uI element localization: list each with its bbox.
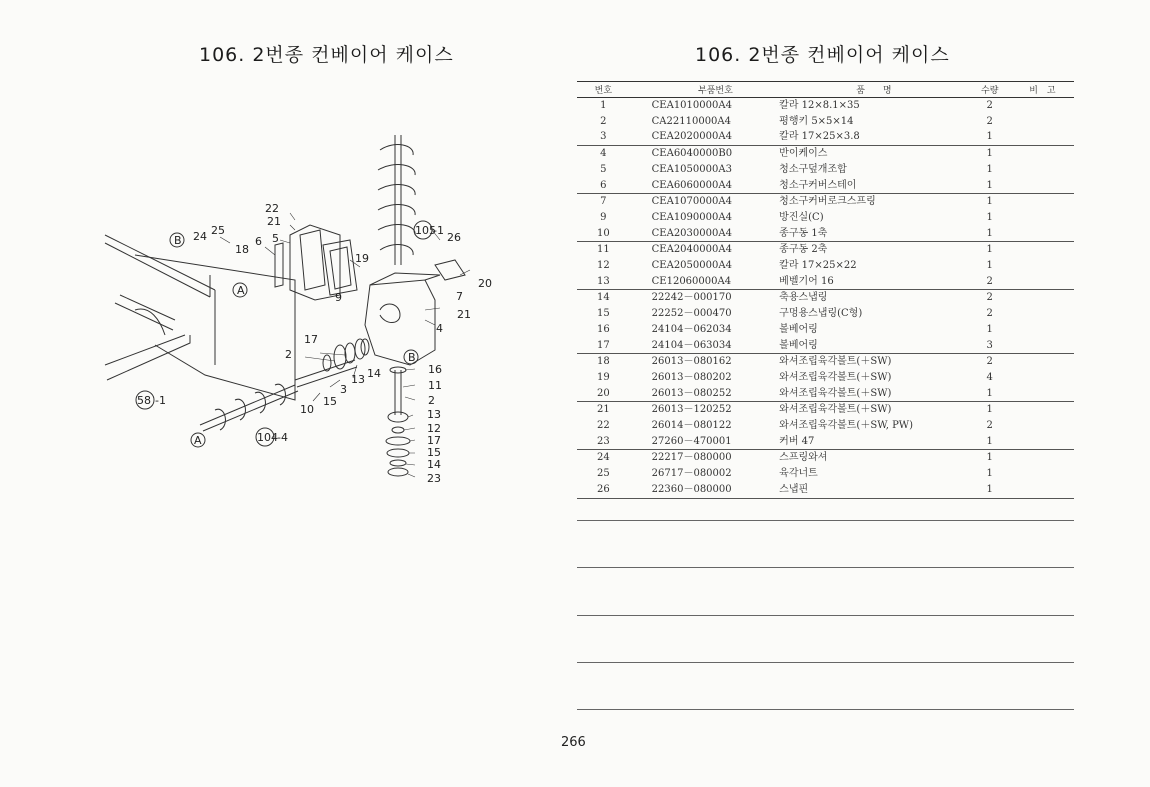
callout-14: 14 <box>367 367 381 380</box>
callout-20: 20 <box>478 277 492 290</box>
cell-quantity: 1 <box>986 179 993 191</box>
cell-no: 21 <box>577 402 630 418</box>
cell-remarks <box>1011 194 1074 210</box>
table-row <box>577 386 1074 402</box>
cover-23 <box>388 468 408 476</box>
cell-part-name: 칼라 12×8.1×35 <box>779 100 860 111</box>
page-title-right: 106. 2번종 컨베이어 케이스 <box>695 44 950 66</box>
table-row <box>577 114 1074 130</box>
shaft-11 <box>395 370 401 415</box>
cell-quantity: 2 <box>986 100 993 111</box>
cell-no: 5 <box>600 163 607 175</box>
cell-remarks <box>1011 338 1074 354</box>
cell-part-name: 반이케이스 <box>779 146 969 162</box>
cell-no: 18 <box>577 354 630 370</box>
header-part-name: 품 명 <box>779 82 969 98</box>
cell-remarks <box>1011 466 1074 482</box>
cell-part-number: 22217－080000 <box>630 450 780 466</box>
cell-part-number: 26717－080002 <box>651 468 732 480</box>
callout-13b: 13 <box>427 408 441 421</box>
table-row <box>577 450 1074 466</box>
cell-part-name: 칼라 17×25×22 <box>779 260 857 272</box>
cell-no: 25 <box>596 468 610 480</box>
cell-part-name: 와셔조립육각볼트(＋SW) <box>779 354 969 370</box>
cell-no: 2 <box>600 115 607 127</box>
cell-quantity: 1 <box>986 131 993 143</box>
callout-ref-b-lower: B <box>408 351 416 364</box>
cell-quantity: 1 <box>986 323 993 335</box>
table-row <box>577 98 1074 114</box>
spring-7 <box>435 260 465 280</box>
cell-no: 6 <box>600 179 607 191</box>
cell-no: 7 <box>577 194 630 210</box>
callout-105: 105 <box>415 224 436 237</box>
cell-part-name: 방진실(C) <box>779 211 824 223</box>
callout-17b: 17 <box>427 434 441 447</box>
cell-no: 23 <box>596 435 610 447</box>
snapring-14b <box>390 460 406 466</box>
parts-table <box>577 81 1074 499</box>
cell-remarks <box>1011 354 1074 370</box>
cell-part-number: CEA1070000A4 <box>630 194 780 210</box>
callout-10: 10 <box>300 403 314 416</box>
cell-part-name: 스프링와셔 <box>779 450 969 466</box>
callout-16: 16 <box>428 363 442 376</box>
cell-part-number: 22242－000170 <box>630 290 780 306</box>
table-row <box>577 290 1074 306</box>
cell-no: 12 <box>596 260 610 272</box>
callout-ref-a-lower: A <box>194 434 202 447</box>
blank-line <box>577 615 1074 616</box>
table-row <box>577 370 1074 386</box>
table-row <box>577 338 1074 354</box>
callout-105-suffix: -1 <box>433 224 444 237</box>
callout-17: 17 <box>304 333 318 346</box>
callout-12: 12 <box>427 422 441 435</box>
cell-quantity: 3 <box>986 339 993 351</box>
callout-58-suffix: -1 <box>155 394 166 407</box>
callout-13: 13 <box>351 373 365 386</box>
cell-no: 15 <box>596 308 610 320</box>
cell-quantity: 1 <box>969 242 1011 258</box>
cell-part-number: CEA2020000A4 <box>651 131 732 143</box>
cell-remarks <box>1011 178 1074 194</box>
cell-quantity: 2 <box>986 115 993 127</box>
cell-quantity: 4 <box>986 371 993 383</box>
table-row <box>577 274 1074 290</box>
header-no: 번호 <box>577 82 630 98</box>
cell-part-number: CA22110000A4 <box>651 115 731 127</box>
vertical-shaft <box>395 135 401 265</box>
cell-part-name: 와셔조립육각볼트(＋SW, PW) <box>779 420 913 432</box>
exploded-parts-diagram <box>95 125 525 505</box>
blank-line <box>577 567 1074 568</box>
page-number: 266 <box>561 735 586 750</box>
cell-quantity: 1 <box>969 482 1011 498</box>
table-row <box>577 162 1074 178</box>
cell-no: 26 <box>577 482 630 498</box>
cell-part-name: 종구동 1축 <box>779 227 828 239</box>
cell-part-name: 청소구커버로크스프링 <box>779 194 969 210</box>
callout-22: 22 <box>265 202 279 215</box>
stay-6 <box>275 243 283 287</box>
cell-quantity: 1 <box>986 387 993 399</box>
cell-no: 14 <box>577 290 630 306</box>
cell-remarks <box>1011 322 1074 338</box>
table-row <box>577 210 1074 226</box>
cell-part-number: 27260－470001 <box>651 435 732 447</box>
cell-quantity: 1 <box>969 146 1011 162</box>
callout-11: 11 <box>428 379 442 392</box>
cell-no: 24 <box>577 450 630 466</box>
cell-quantity: 1 <box>969 194 1011 210</box>
table-header-row <box>577 82 1074 98</box>
cell-no: 16 <box>596 323 610 335</box>
drive-shaft-10 <box>295 360 357 387</box>
callout-15b: 15 <box>427 446 441 459</box>
callout-ref-a-upper: A <box>237 284 245 297</box>
blank-line <box>577 662 1074 663</box>
header-quantity: 수량 <box>969 82 1011 98</box>
callout-14b: 14 <box>427 458 441 471</box>
table-row <box>577 226 1074 242</box>
cell-quantity: 2 <box>969 354 1011 370</box>
cell-no: 19 <box>596 371 610 383</box>
callout-15: 15 <box>323 395 337 408</box>
callout-58: 58 <box>137 394 151 407</box>
lower-screw-flights <box>215 384 285 430</box>
cell-quantity: 1 <box>986 227 993 239</box>
cell-no: 11 <box>577 242 630 258</box>
cell-quantity: 1 <box>986 468 993 480</box>
cell-part-number: 26014－080122 <box>651 420 732 432</box>
snapring-15a <box>323 355 331 371</box>
table-row <box>577 418 1074 434</box>
bearing-17c <box>386 437 410 445</box>
callout-ref-b-upper: B <box>174 234 182 247</box>
callout-19: 19 <box>355 252 369 265</box>
table-row <box>577 129 1074 145</box>
callout-6: 6 <box>255 235 262 248</box>
cleanout-cover-plate <box>300 230 325 290</box>
cell-quantity: 1 <box>969 450 1011 466</box>
cell-quantity: 2 <box>986 308 993 320</box>
table-row <box>577 146 1074 162</box>
table-row <box>577 434 1074 450</box>
cell-part-name: 볼베어링 <box>779 339 818 351</box>
header-remarks: 비 고 <box>1011 82 1074 98</box>
cell-quantity: 1 <box>986 163 993 175</box>
cell-quantity: 2 <box>969 290 1011 306</box>
bearing-17b <box>355 339 365 359</box>
cell-remarks <box>1011 370 1074 386</box>
callout-4: 4 <box>436 322 443 335</box>
table-row <box>577 306 1074 322</box>
cell-part-name: 베벨기어 16 <box>779 275 834 287</box>
lower-screw-shaft <box>200 385 298 431</box>
cell-remarks <box>1011 146 1074 162</box>
table-row <box>577 178 1074 194</box>
cell-no: 10 <box>596 227 610 239</box>
cell-no: 13 <box>596 275 610 287</box>
cell-remarks <box>1011 258 1074 274</box>
cell-part-name: 평행키 5×5×14 <box>779 115 854 127</box>
cover-5 <box>290 225 340 300</box>
cell-part-name: 스냅핀 <box>779 482 969 498</box>
callout-104-suffix: -4 <box>277 431 288 444</box>
page-title-left: 106. 2번종 컨베이어 케이스 <box>199 44 454 66</box>
cell-quantity: 1 <box>986 435 993 447</box>
cell-part-name: 종구동 2축 <box>779 242 969 258</box>
gear-case-bore <box>380 304 400 323</box>
gear-case <box>365 280 435 365</box>
cell-remarks <box>1011 210 1074 226</box>
cell-remarks <box>1011 162 1074 178</box>
cell-part-number: CEA2030000A4 <box>651 227 732 239</box>
cell-quantity: 1 <box>986 260 993 272</box>
cell-part-number: CEA6040000B0 <box>630 146 780 162</box>
table-row <box>577 466 1074 482</box>
callout-18: 18 <box>235 243 249 256</box>
table-row <box>577 322 1074 338</box>
table-row <box>577 402 1074 418</box>
cell-part-number: 26013－080202 <box>651 371 732 383</box>
cell-remarks <box>1011 402 1074 418</box>
cell-part-number: CEA1090000A4 <box>651 211 732 223</box>
cell-part-number: 24104－063034 <box>651 339 732 351</box>
cell-part-name: 볼베어링 <box>779 323 818 335</box>
header-part-number: 부품번호 <box>630 82 780 98</box>
callout-3: 3 <box>340 383 347 396</box>
blank-line <box>577 520 1074 521</box>
cell-no: 20 <box>596 387 610 399</box>
callout-21b: 21 <box>457 308 471 321</box>
cell-part-number: CEA2050000A4 <box>651 260 732 272</box>
cell-no: 22 <box>596 420 610 432</box>
callout-7: 7 <box>456 290 463 303</box>
callout-24: 24 <box>193 230 207 243</box>
cell-part-number: CEA1050000A3 <box>651 163 732 175</box>
cell-remarks <box>1011 290 1074 306</box>
cell-part-number: CEA2040000A4 <box>630 242 780 258</box>
table-row <box>577 242 1074 258</box>
cell-remarks <box>1011 129 1074 145</box>
table-row <box>577 194 1074 210</box>
cell-part-number: CEA1010000A4 <box>651 100 732 111</box>
cell-quantity: 2 <box>986 275 993 287</box>
conveyor-plate <box>115 295 175 330</box>
cell-remarks <box>1011 386 1074 402</box>
cell-part-name: 축용스냅링 <box>779 290 969 306</box>
cell-remarks <box>1011 242 1074 258</box>
cell-quantity: 2 <box>986 420 993 432</box>
cell-remarks <box>1011 98 1074 114</box>
cell-remarks <box>1011 434 1074 450</box>
bearing-16 <box>390 367 406 373</box>
trough-lower <box>105 335 190 380</box>
cell-part-number: 26013－120252 <box>630 402 780 418</box>
cell-remarks <box>1011 306 1074 322</box>
table-row <box>577 482 1074 498</box>
cell-no: 17 <box>596 339 610 351</box>
cell-remarks <box>1011 418 1074 434</box>
cell-part-name: 와셔조립육각볼트(＋SW) <box>779 371 892 383</box>
cell-part-number: CE12060000A4 <box>651 275 732 287</box>
callout-23: 23 <box>427 472 441 485</box>
cell-part-number: 22360－080000 <box>630 482 780 498</box>
blank-line <box>577 709 1074 710</box>
callout-5: 5 <box>272 232 279 245</box>
cell-part-number: CEA6060000A4 <box>651 179 732 191</box>
cell-part-number: 26013－080252 <box>651 387 732 399</box>
bearing-17a <box>345 343 355 363</box>
cell-part-number: 22252－000470 <box>651 308 732 320</box>
cell-part-name: 와셔조립육각볼트(＋SW) <box>779 402 969 418</box>
cell-part-name: 커버 47 <box>779 435 815 447</box>
cell-quantity: 1 <box>986 211 993 223</box>
cell-quantity: 1 <box>969 402 1011 418</box>
cell-no: 9 <box>600 211 607 223</box>
callout-2b: 2 <box>428 394 435 407</box>
gear-case-top <box>370 273 440 285</box>
cell-part-name: 구멍용스냅링(C형) <box>779 308 863 320</box>
cell-part-name: 육각너트 <box>779 468 818 480</box>
gear-13b <box>388 412 408 422</box>
callout-21: 21 <box>267 215 281 228</box>
screw-flights-upper <box>378 145 415 255</box>
cell-no: 3 <box>600 131 607 143</box>
cell-part-name: 칼라 17×25×3.8 <box>779 131 860 143</box>
snapring-15b <box>387 449 409 457</box>
cell-remarks <box>1011 450 1074 466</box>
cell-part-name: 청소구덮개조합 <box>779 163 847 175</box>
cell-part-number: 26013－080162 <box>630 354 780 370</box>
cell-part-name: 청소구커버스테이 <box>779 179 857 191</box>
cell-no: 4 <box>577 146 630 162</box>
cell-remarks <box>1011 114 1074 130</box>
callout-25: 25 <box>211 224 225 237</box>
collar-12 <box>392 427 404 433</box>
cell-remarks <box>1011 482 1074 498</box>
callout-104: 104 <box>257 431 278 444</box>
callout-26: 26 <box>447 231 461 244</box>
cell-part-number: 24104－062034 <box>651 323 732 335</box>
table-row <box>577 258 1074 274</box>
cell-part-name: 와셔조립육각볼트(＋SW) <box>779 387 892 399</box>
trough-upper-rail <box>105 235 215 297</box>
cell-no: 1 <box>600 100 607 111</box>
callout-2: 2 <box>285 348 292 361</box>
callout-9: 9 <box>335 291 342 304</box>
cell-remarks <box>1011 226 1074 242</box>
table-row <box>577 354 1074 370</box>
cell-remarks <box>1011 274 1074 290</box>
